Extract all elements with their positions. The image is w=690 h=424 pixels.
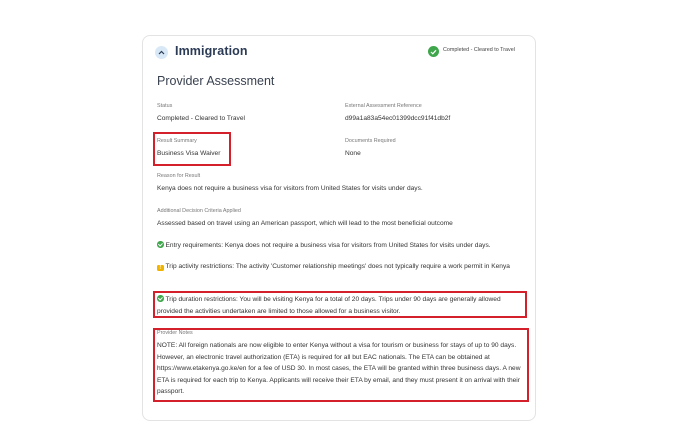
external-reference-label: External Assessment Reference [345, 103, 422, 109]
provider-notes-value: NOTE: All foreign nationals are now eligible to enter Kenya without a visa for tourism or business for stays of up to 90 days. However, an electronic travel authorization (ETA) is required for all but EAC nationals. The ETA can be obtained at https://www.etakenya.go.ke/en for a fee of USD 30. In most cases, the ETA will be granted within three business days. A new ETA is required for each trip to Kenya. Applicants will receive their ETA by email, and they must present it on arrival with their passport. [157, 342, 521, 395]
check-icon [430, 49, 437, 55]
trip-activity-text: Trip activity restrictions: The activity 'Customer relationship meetings' does not typically require a work permit in Kenya [165, 263, 510, 270]
external-reference-value: d99a1a83a54ec01399dcc91f41db2f [345, 115, 451, 122]
check-circle-icon [157, 241, 164, 248]
trip-duration-highlight [153, 291, 527, 318]
status-badge: Completed - Cleared to Travel [443, 47, 515, 53]
chevron-up-icon-svg [158, 50, 165, 55]
reason-value: Kenya does not require a business visa for visitors from United States for visits under days. [157, 185, 423, 192]
result-summary-value: Business Visa Waiver [157, 150, 221, 157]
trip-activity-restrictions [157, 261, 527, 273]
result-summary-label: Result Summary [157, 138, 197, 144]
entry-requirements-text: Entry requirements: Kenya does not require a business visa for visitors from United States for visits under days. [165, 242, 491, 249]
chevron-up-icon[interactable] [155, 46, 168, 59]
result-summary-highlight [153, 132, 231, 166]
trip-duration-text: Trip duration restrictions: You will be visiting Kenya for a total of 20 days. Trips under 90 days are generally allowed provided the activities undertaken are limited to those allowed for a business visitor. [157, 296, 501, 315]
section-title: Provider Assessment [157, 74, 275, 88]
reason-label: Reason for Result [157, 173, 201, 179]
status-label: Status [157, 103, 173, 109]
documents-required-label: Documents Required [345, 138, 396, 144]
card-title[interactable]: Immigration [175, 44, 248, 58]
entry-requirements [157, 241, 491, 249]
check-circle-icon [428, 46, 439, 57]
criteria-label: Additional Decision Criteria Applied [157, 208, 241, 214]
criteria-value: Assessed based on travel using an American passport, which will lead to the most beneficial outcome [157, 220, 453, 227]
documents-required-value: None [345, 150, 361, 157]
provider-notes-highlight [153, 328, 529, 402]
provider-notes-label: Provider Notes [157, 330, 193, 336]
status-value: Completed - Cleared to Travel [157, 115, 245, 122]
warning-icon: ! [157, 265, 164, 272]
